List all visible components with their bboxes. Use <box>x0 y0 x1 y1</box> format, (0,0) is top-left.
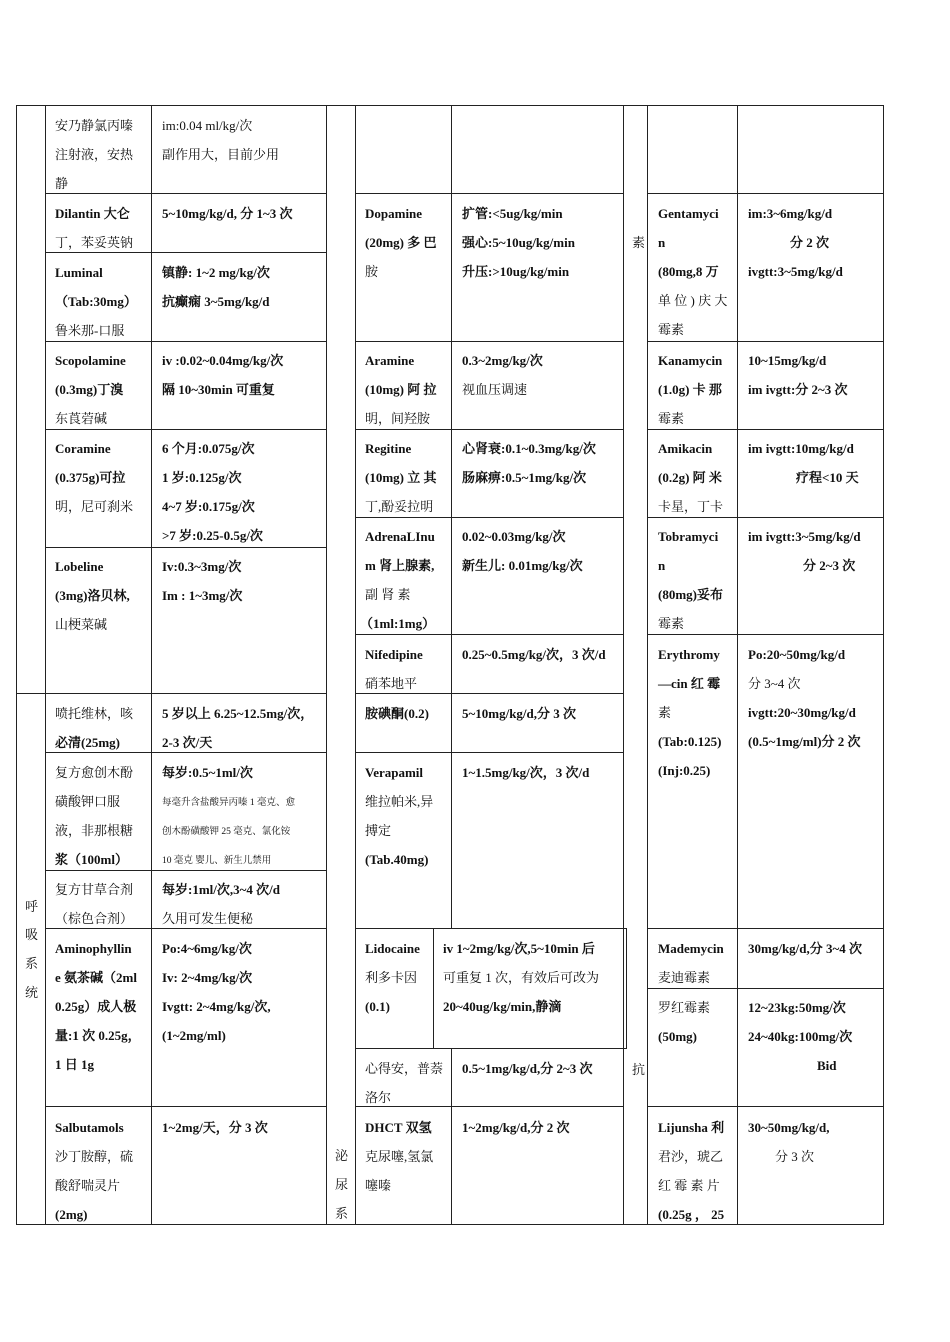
drug-dosage: 扩管:<5ug/kg/min <box>462 206 563 221</box>
drug-dosage: 分 3~4 次 <box>748 676 801 691</box>
drug-name: 山梗菜碱 <box>55 617 108 632</box>
drug-name: (3mg)洛贝林, <box>55 588 130 603</box>
drug-dosage: 1~2mg/kg/d,分 2 次 <box>462 1120 570 1135</box>
drug-dosage: 每岁:1ml/次,3~4 次/d <box>162 882 280 897</box>
drug-name: (10mg) 阿 拉 <box>365 382 437 397</box>
drug-name: (80mg)妥布 <box>658 587 723 602</box>
table-line <box>355 105 356 1225</box>
drug-note: 10 毫克 婴儿、新生儿禁用 <box>162 856 272 866</box>
table-line <box>45 105 46 1225</box>
drug-dosage: Im : 1~3mg/次 <box>162 588 243 603</box>
drug-name: Scopolamine <box>55 353 126 368</box>
category-uro-1: 泌 <box>335 1148 349 1163</box>
drug-name: Lobeline <box>55 559 104 574</box>
drug-dosage: 5~10mg/kg/d,分 3 次 <box>462 706 577 721</box>
table-line <box>647 105 648 1225</box>
drug-name: 克尿噻,氢氯 <box>365 1149 434 1164</box>
drug-name: 胺碘酮(0.2) <box>365 706 429 721</box>
drug-name: 麦迪霉素 <box>658 970 711 985</box>
drug-name: （1ml:1mg） <box>360 616 436 631</box>
drug-dosage: 隔 10~30min 可重复 <box>162 382 275 397</box>
drug-dosage: 2-3 次/天 <box>162 735 213 750</box>
drug-dosage: 镇静: 1~2 mg/kg/次 <box>162 265 270 280</box>
drug-dosage: 1 岁:0.125g/次 <box>162 470 242 485</box>
drug-dosage: 疗程<10 天 <box>796 470 859 485</box>
drug-dosage: 5~10mg/kg/d, 分 1~3 次 <box>162 206 293 221</box>
drug-name: Tobramyci <box>658 529 719 544</box>
table-line <box>355 341 624 342</box>
drug-dosage: 升压:>10ug/kg/min <box>462 264 570 279</box>
drug-dosage: 新生儿: 0.01mg/kg/次 <box>462 558 583 573</box>
drug-name: Kanamycin <box>658 353 723 368</box>
drug-name: 鲁米那-口服 <box>55 323 125 338</box>
drug-dosage: im:0.04 ml/kg/次 <box>162 118 253 133</box>
table-line <box>647 928 884 929</box>
table-line <box>451 1048 452 1225</box>
drug-name: Erythromy <box>658 647 720 662</box>
drug-name: 素 <box>658 705 672 720</box>
drug-dosage: 24~40kg:100mg/次 <box>748 1029 853 1044</box>
drug-name: 复方甘草合剂 <box>55 882 134 897</box>
drug-name: 利多卡因 <box>365 970 418 985</box>
table-line <box>45 1106 327 1107</box>
drug-dosage: Bid <box>817 1058 837 1073</box>
table-line <box>355 752 624 753</box>
drug-dosage: 强心:5~10ug/kg/min <box>462 235 575 250</box>
drug-name: (Inj:0.25) <box>658 763 711 778</box>
table-line <box>433 928 434 1048</box>
drug-name: 酸舒喘灵片 <box>55 1178 121 1193</box>
drug-dosage: 抗癫痫 3~5mg/kg/d <box>162 294 270 309</box>
drug-name: 红 霉 素 片 <box>658 1178 720 1193</box>
drug-dosage: iv :0.02~0.04mg/kg/次 <box>162 353 284 368</box>
category-resp-2: 吸 <box>25 927 39 942</box>
table-border-left <box>16 105 17 1225</box>
drug-name: 丁，苯妥英钠 <box>55 235 134 250</box>
drug-name: 维拉帕米,异 <box>365 794 434 809</box>
drug-name: 1 日 1g <box>55 1057 95 1072</box>
drug-name: Mademycin <box>658 941 724 956</box>
drug-dosage: im ivgtt:分 2~3 次 <box>748 382 848 397</box>
drug-name: (20mg) 多 巴 <box>365 235 437 250</box>
drug-name: 洛尔 <box>365 1090 392 1105</box>
drug-name: 必清(25mg) <box>55 735 120 750</box>
drug-name: 明，尼可刹米 <box>55 499 134 514</box>
drug-name: 注射液，安热 <box>55 147 134 162</box>
drug-name: 罗红霉素 <box>658 1000 711 1015</box>
table-line <box>355 928 627 929</box>
drug-dosage: Ivgtt: 2~4mg/kg/次, <box>162 999 271 1014</box>
table-line <box>45 193 327 194</box>
drug-dosage: 20~40ug/kg/min,静滴 <box>443 999 562 1014</box>
drug-name: (1.0g) 卡 那 <box>658 382 722 397</box>
drug-dosage: 分 3 次 <box>775 1149 815 1164</box>
drug-dosage: 0.3~2mg/kg/次 <box>462 353 543 368</box>
drug-note: 每毫升含盐酸异丙嗪 1 毫克、愈 <box>162 798 296 808</box>
drug-name: (50mg) <box>658 1029 697 1044</box>
drug-name: Regitine <box>365 441 412 456</box>
drug-name: 君沙，琥乙 <box>658 1149 724 1164</box>
drug-name: 0.25g）成人极 <box>55 999 137 1014</box>
drug-name: Dilantin 大仑 <box>55 206 130 221</box>
table-line <box>623 105 624 1225</box>
table-border-bottom <box>16 1224 884 1225</box>
table-border-right <box>883 105 884 1225</box>
table-line <box>151 105 152 1225</box>
drug-dosage: 副作用大，目前少用 <box>162 147 280 162</box>
drug-dosage: Po:20~50mg/kg/d <box>748 647 846 662</box>
drug-dosage: >7 岁:0.25-0.5g/次 <box>162 528 263 543</box>
table-line <box>326 105 327 1225</box>
drug-dosage: 久用可发生便秘 <box>162 911 254 926</box>
category-uro-3: 系 <box>335 1206 349 1221</box>
drug-dosage: 5 岁以上 6.25~12.5mg/次， <box>162 706 314 721</box>
drug-name: Dopamine <box>365 206 423 221</box>
drug-name: Luminal <box>55 265 103 280</box>
drug-name: 浆（100ml） <box>55 852 128 867</box>
drug-name: 霉素 <box>658 322 685 337</box>
drug-dosage: 心肾衰:0.1~0.3mg/kg/次 <box>462 441 596 456</box>
drug-name: 液，非那根糖 <box>55 823 134 838</box>
drug-dosage: Iv:0.3~3mg/次 <box>162 559 242 574</box>
drug-dosage: 分 2~3 次 <box>803 558 856 573</box>
category-resp-1: 呼 <box>25 899 39 914</box>
drug-name: (10mg) 立 其 <box>365 470 437 485</box>
drug-dosage: 可重复 1 次，有效后可改为 <box>443 970 600 985</box>
drug-name: (0.375g)可拉 <box>55 470 126 485</box>
drug-dosage: 0.02~0.03mg/kg/次 <box>462 529 566 544</box>
table-line <box>647 1106 884 1107</box>
drug-name: e 氨茶碱（2ml <box>55 970 137 985</box>
table-line <box>355 1106 624 1107</box>
drug-name: 搏定 <box>365 823 392 838</box>
drug-dosage: 1~2mg/天，分 3 次 <box>162 1120 268 1135</box>
drug-name: Lijunsha 利 <box>658 1120 725 1135</box>
table-border-top <box>16 105 884 106</box>
category-uro-2: 尿 <box>335 1177 349 1192</box>
drug-name: (80mg,8 万 <box>658 264 719 279</box>
drug-name: 静 <box>55 176 69 191</box>
drug-name: Aramine <box>365 353 415 368</box>
table-line <box>647 193 884 194</box>
drug-dosage: 每岁:0.5~1ml/次 <box>162 765 253 780</box>
drug-dosage: 肠麻痹:0.5~1mg/kg/次 <box>462 470 587 485</box>
table-line <box>16 693 327 694</box>
table-line <box>626 928 627 1048</box>
drug-name: (Tab:0.125) <box>658 734 722 749</box>
drug-dosage: ivgtt:3~5mg/kg/d <box>748 264 843 279</box>
drug-dosage: im:3~6mg/kg/d <box>748 206 833 221</box>
drug-name: 磺酸钾口服 <box>55 794 121 809</box>
drug-dosage: 10~15mg/kg/d <box>748 353 827 368</box>
category-kang: 抗 <box>632 1062 646 1077</box>
drug-dosage: im ivgtt:10mg/kg/d <box>748 441 854 456</box>
drug-name: Verapamil <box>365 765 424 780</box>
drug-dosage: 1~1.5mg/kg/次，3 次/d <box>462 765 590 780</box>
drug-name: (0.25g ， 25 <box>658 1207 725 1222</box>
drug-dosage: iv 1~2mg/kg/次,5~10min 后 <box>443 941 595 956</box>
drug-name: 硝苯地平 <box>365 676 418 691</box>
table-line <box>355 193 624 194</box>
drug-dosage: 分 2 次 <box>790 235 830 250</box>
category-su: 素 <box>632 235 646 250</box>
drug-name: 噻嗪 <box>365 1178 392 1193</box>
drug-name: 量:1 次 0.25g， <box>55 1028 141 1043</box>
drug-name: 明，间羟胺 <box>365 411 431 426</box>
drug-name: 喷托维林，咳 <box>55 706 134 721</box>
drug-dosage: 0.5~1mg/kg/d,分 2~3 次 <box>462 1061 593 1076</box>
drug-dosage: 30~50mg/kg/d, <box>748 1120 830 1135</box>
drug-dosage: ivgtt:20~30mg/kg/d <box>748 705 856 720</box>
drug-name: 胺 <box>365 264 379 279</box>
drug-name: (2mg) <box>55 1207 88 1222</box>
drug-name: （Tab:30mg） <box>55 294 137 309</box>
drug-name: Salbutamols <box>55 1120 124 1135</box>
drug-dosage: Po:4~6mg/kg/次 <box>162 941 252 956</box>
drug-name: 沙丁胺醇，硫 <box>55 1149 134 1164</box>
drug-dosage: (1~2mg/ml) <box>162 1028 226 1043</box>
drug-name: n <box>658 558 666 573</box>
drug-name: —cin 红 霉 <box>658 676 721 691</box>
drug-dosage: 30mg/kg/d,分 3~4 次 <box>748 941 863 956</box>
drug-dosage: 视血压调速 <box>462 382 528 397</box>
drug-name: 霉素 <box>658 616 685 631</box>
drug-name: 卡星，丁卡 <box>658 499 724 514</box>
drug-dosage: 6 个月:0.075g/次 <box>162 441 255 456</box>
drug-name: (0.3mg)丁溴 <box>55 382 124 397</box>
drug-note: 创木酚磺酸钾 25 毫克、氯化铵 <box>162 827 291 837</box>
drug-dosage: im ivgtt:3~5mg/kg/d <box>748 529 861 544</box>
drug-name: Nifedipine <box>365 647 423 662</box>
drug-name: (0.1) <box>365 999 390 1014</box>
drug-name: AdrenaLInu <box>365 529 435 544</box>
drug-dosage: 12~23kg:50mg/次 <box>748 1000 846 1015</box>
drug-name: 安乃静氯丙嗪 <box>55 118 134 133</box>
drug-name: 心得安，普萘 <box>365 1061 444 1076</box>
drug-name: 副 肾 素 <box>365 587 411 602</box>
table-line <box>355 1048 627 1049</box>
drug-dosage: (0.5~1mg/ml)分 2 次 <box>748 734 861 749</box>
drug-name: 单 位 ) 庆 大 <box>658 293 728 308</box>
drug-name: 东莨菪碱 <box>55 411 108 426</box>
drug-name: n <box>658 235 666 250</box>
drug-name: m 肾上腺素, <box>365 558 435 573</box>
drug-name: 丁,酚妥拉明 <box>365 499 434 514</box>
category-resp-4: 统 <box>25 985 39 1000</box>
drug-dosage: 0.25~0.5mg/kg/次，3 次/d <box>462 647 606 662</box>
drug-name: Gentamyci <box>658 206 719 221</box>
drug-name: （棕色合剂） <box>55 911 134 926</box>
drug-name: Lidocaine <box>365 941 420 956</box>
drug-name: DHCT 双氢 <box>365 1120 432 1135</box>
drug-name: Coramine <box>55 441 111 456</box>
drug-name: 复方愈创木酚 <box>55 765 134 780</box>
drug-name: (0.2g) 阿 米 <box>658 470 722 485</box>
drug-name: Amikacin <box>658 441 713 456</box>
drug-name: Aminophyllin <box>55 941 132 956</box>
drug-dosage: Iv: 2~4mg/kg/次 <box>162 970 253 985</box>
drug-dosage: 4~7 岁:0.175g/次 <box>162 499 255 514</box>
drug-name: 霉素 <box>658 411 685 426</box>
table-line <box>737 105 738 1225</box>
category-resp-3: 系 <box>25 956 39 971</box>
drug-name: (Tab.40mg) <box>365 852 429 867</box>
